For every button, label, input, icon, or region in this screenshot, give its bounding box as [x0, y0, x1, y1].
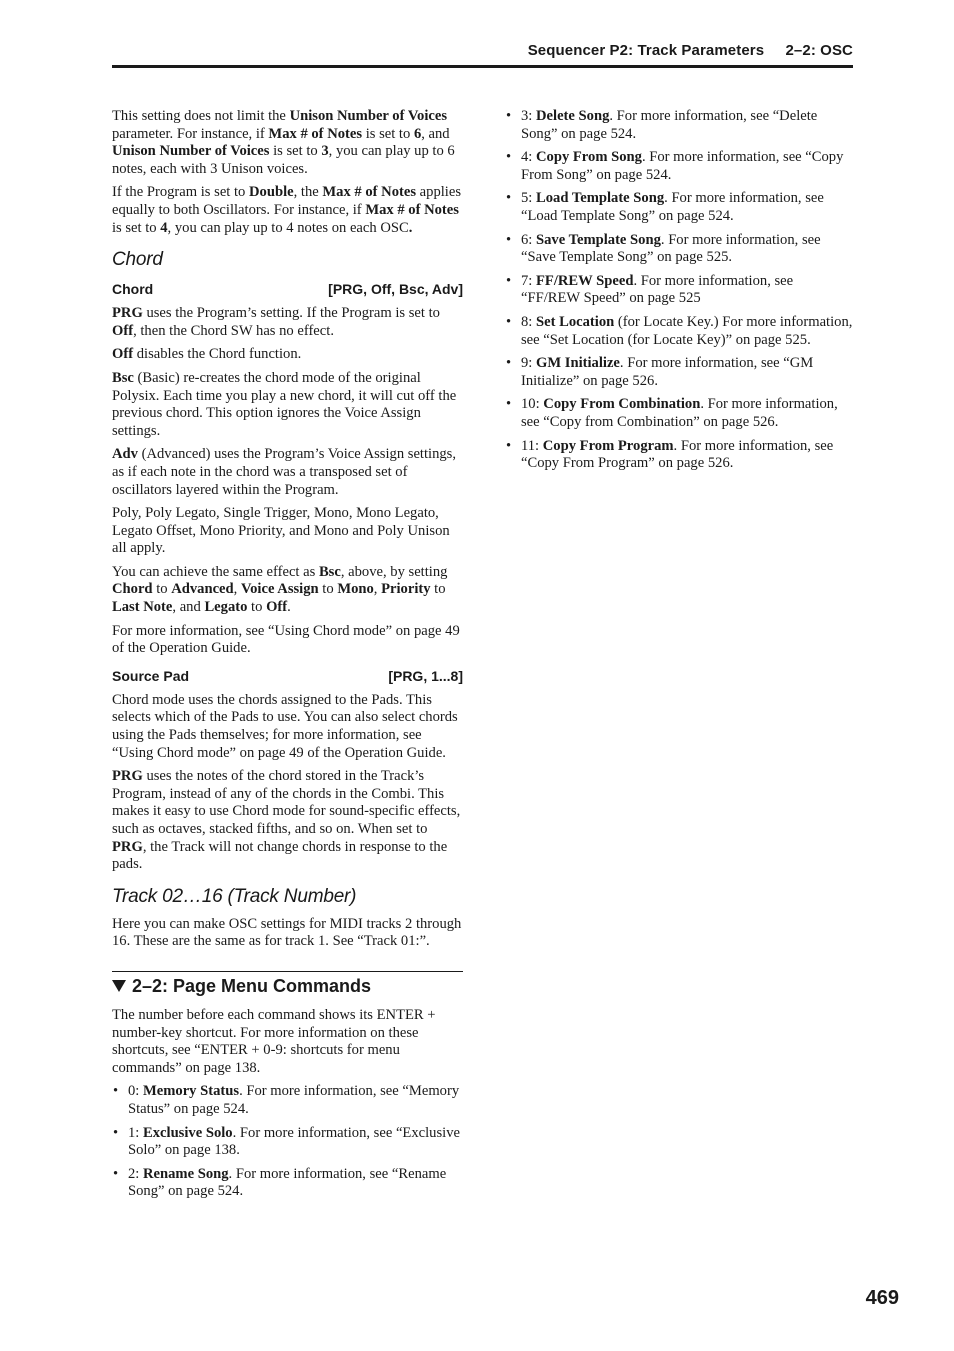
bullet-icon: •	[113, 1165, 119, 1182]
text-run: This setting does not limit the	[112, 108, 290, 124]
text-run: . For more information, see “Save Template Song” on page 525.	[521, 231, 821, 266]
text-run: applies equally to both Oscillators. For instance, if	[112, 184, 462, 218]
page-number: 469	[865, 1287, 899, 1309]
text-run: 3:	[521, 108, 536, 124]
text-run: The number before each command shows its ENTER + number-key shortcut. For more information on these shortcuts, see “ENTER + 0-9: shortcuts for menu commands” on page 138.	[112, 1006, 436, 1076]
text-run: ,	[233, 581, 241, 598]
text-run: , above, by setting	[340, 563, 448, 580]
bold-text: Priority	[381, 581, 431, 598]
chord-description	[112, 305, 463, 658]
text-run: to	[430, 581, 446, 598]
source-pad-param-row	[112, 668, 463, 684]
source-pad-description	[112, 692, 463, 874]
text-run: 0:	[128, 1083, 143, 1100]
list-item	[505, 273, 853, 308]
bullet-icon: •	[506, 272, 512, 289]
bold-text: Load Template Song	[536, 190, 665, 207]
bullet-icon: •	[113, 1083, 119, 1100]
text-run: Poly, Poly Legato, Single Trigger, Mono, Mono Legato, Legato Offset, Mono Priority, and Mono and Poly Unison all apply.	[112, 505, 450, 557]
bullet-icon: •	[506, 149, 512, 166]
text-run: . For more information, see “GM Initialize” on page 526.	[521, 355, 814, 389]
list-item	[505, 396, 853, 431]
chord-param-row	[112, 281, 463, 297]
page-header	[112, 40, 853, 68]
bold-text: 4	[160, 219, 168, 236]
bold-text: Copy From Combination	[543, 396, 701, 413]
bold-text: .	[408, 219, 413, 236]
text-run: is set to	[362, 125, 414, 142]
bullet-icon: •	[113, 1124, 119, 1141]
text-run: to	[247, 599, 267, 616]
bold-text: Last Note	[112, 599, 173, 616]
text-run: is set to	[269, 143, 322, 160]
track-description	[112, 916, 463, 951]
text-run: . For more information, see “Exclusive Solo” on page 138.	[128, 1124, 460, 1159]
bold-text: 3	[321, 143, 329, 160]
paragraph	[112, 916, 463, 951]
text-run: If the Program is set to	[112, 184, 249, 201]
text-run: 10:	[521, 396, 544, 413]
paragraph	[112, 446, 463, 499]
bold-text: Delete Song	[536, 108, 610, 124]
bold-text: Double	[249, 184, 294, 201]
text-run: (Basic) re-creates the chord mode of the original Polysix. Each time you play a new chord, it will cut off the previous chord. This option ignores the Voice Assign settings.	[112, 369, 457, 439]
text-run: , the	[293, 184, 323, 201]
paragraph	[112, 768, 463, 874]
list-item	[112, 1125, 463, 1160]
bold-text: Max # of Notes	[365, 201, 459, 218]
text-run: For more information, see “Using Chord mode” on page 49 of the Operation Guide.	[112, 622, 460, 657]
bold-text: Mono	[337, 581, 374, 598]
text-run: , and	[172, 599, 205, 616]
list-item	[505, 355, 853, 390]
bullet-icon: •	[506, 190, 512, 207]
paragraph	[112, 1007, 463, 1077]
paragraph	[112, 370, 463, 440]
list-item	[505, 108, 853, 143]
menu-command-list-left	[112, 1083, 463, 1201]
text-run: 8:	[521, 313, 536, 330]
bold-text: PRG	[112, 305, 143, 322]
text-run: . For more information, see “Load Template Song” on page 524.	[521, 190, 824, 224]
source-pad-param-name: Source Pad	[112, 667, 190, 684]
bold-text: Voice Assign	[240, 581, 319, 598]
text-run: . For more information, see “Memory Status” on page 524.	[128, 1083, 460, 1117]
paragraph	[112, 505, 463, 558]
bullet-icon: •	[506, 355, 512, 372]
bold-text: Off	[112, 346, 134, 363]
right-column	[505, 108, 853, 479]
bold-text: Legato	[204, 599, 248, 616]
list-item	[505, 438, 853, 473]
text-run: (for Locate Key.) For more information, see “Set Location (for Locate Key)” on page 525.	[521, 313, 853, 348]
bold-text: PRG	[112, 768, 143, 785]
text-run: 11:	[521, 437, 543, 454]
text-run: , the Track will not change chords in response to the pads.	[112, 838, 448, 873]
chord-param-range: [PRG, Off, Bsc, Adv]	[328, 281, 463, 298]
text-run: . For more information, see “Rename Song” on page 524.	[128, 1165, 447, 1200]
bullet-icon: •	[506, 313, 512, 330]
bold-text: Advanced	[171, 581, 234, 598]
bold-text: Off	[266, 599, 288, 616]
triangle-down-icon	[112, 980, 126, 992]
text-run: Here you can make OSC settings for MIDI tracks 2 through 16. These are the same as for track 1. See “Track 01:”.	[112, 915, 462, 950]
left-column	[112, 108, 463, 1207]
text-run: Chord mode uses the chords assigned to the Pads. This selects which of the Pads to use. You can also select chords using the Pads themselves; for more information, see “Using Chord mode” on page 49 of the Operation Guide.	[112, 691, 458, 761]
text-run: to	[152, 581, 172, 598]
list-item	[505, 232, 853, 267]
text-run: ,	[373, 581, 382, 598]
paragraph	[112, 692, 463, 762]
text-run: You can achieve the same effect as	[112, 563, 319, 580]
bold-text: Max # of Notes	[268, 125, 363, 142]
text-run: 4:	[521, 149, 536, 166]
bold-text: FF/REW Speed	[536, 272, 634, 289]
text-run: . For more information, see “Copy From Program” on page 526.	[521, 437, 834, 472]
text-run: to	[318, 581, 338, 598]
bold-text: Exclusive Solo	[143, 1124, 233, 1141]
bullet-icon: •	[506, 231, 512, 248]
bold-text: 6	[413, 125, 422, 142]
bullet-icon: •	[506, 108, 512, 124]
paragraph	[112, 623, 463, 658]
text-run: parameter. For instance, if	[112, 125, 269, 142]
bold-text: Bsc	[112, 369, 134, 386]
bold-text: Max # of Notes	[322, 184, 417, 201]
bold-text: Chord	[112, 581, 153, 598]
text-run: , you can play up to 4 notes on each OSC	[167, 219, 409, 236]
bold-text: GM Initialize	[536, 355, 620, 372]
paragraph	[112, 108, 463, 178]
header-title: Sequencer P2: Track Parameters 2–2: OSC	[527, 42, 853, 59]
list-item	[112, 1166, 463, 1201]
bullet-icon: •	[506, 437, 512, 454]
bold-text: Copy From Song	[536, 149, 642, 166]
bold-text: Set Location	[536, 313, 615, 330]
source-pad-param-range: [PRG, 1...8]	[388, 667, 463, 684]
page-menu-description	[112, 1007, 463, 1077]
text-run: . For more information, see “FF/REW Speed” on page 525	[521, 272, 794, 307]
chord-param-name: Chord	[112, 281, 154, 298]
bold-text: Unison Number of Voices	[112, 143, 270, 160]
track-heading: Track 02…16 (Track Number)	[112, 885, 357, 907]
bold-text: Save Template Song	[536, 231, 661, 248]
text-run: . For more information, see “Copy from Combination” on page 526.	[521, 396, 838, 430]
text-run: is set to	[112, 219, 161, 236]
bold-text: Unison Number of Voices	[289, 108, 448, 124]
text-run: disables the Chord function.	[133, 346, 302, 363]
list-item	[505, 190, 853, 225]
bullet-icon: •	[506, 396, 512, 413]
text-run: 1:	[128, 1124, 143, 1141]
page-menu-heading-text: 2–2: Page Menu Commands	[132, 975, 372, 996]
text-run: .	[287, 599, 291, 616]
text-run: , then the Chord SW has no effect.	[133, 322, 334, 339]
text-run: uses the Program’s setting. If the Program is set to	[142, 305, 440, 322]
page-menu-section	[112, 971, 463, 1201]
text-run: , and	[421, 125, 450, 142]
text-run: 5:	[521, 190, 536, 207]
list-item	[505, 149, 853, 184]
list-item	[112, 1083, 463, 1118]
text-run: . For more information, see “Copy From Song” on page 524.	[521, 149, 844, 183]
paragraph	[112, 184, 463, 237]
text-run: 9:	[521, 355, 536, 372]
bold-text: Memory Status	[143, 1083, 240, 1100]
list-item	[505, 314, 853, 349]
bold-text: Copy From Program	[542, 437, 674, 454]
page-menu-heading	[112, 976, 463, 997]
paragraph	[112, 346, 463, 364]
paragraph	[112, 305, 463, 340]
text-run: uses the notes of the chord stored in the Track’s Program, instead of any of the chords in the Combi. This makes it easy to use Chord mode for sound-specific effects, such as octaves, stacked fifths, and so on. When set to	[112, 768, 461, 837]
bold-text: PRG	[112, 838, 143, 855]
text-run: . For more information, see “Delete Song” on page 524.	[521, 108, 818, 142]
paragraph	[112, 564, 463, 617]
bold-text: Off	[112, 322, 134, 339]
menu-command-list-right	[505, 108, 853, 473]
text-run: 7:	[521, 272, 536, 289]
bold-text: Bsc	[318, 563, 341, 580]
chord-heading: Chord	[112, 249, 163, 271]
text-run: , you can play up to 6 notes, each with 3 Unison voices.	[112, 143, 455, 177]
text-run: (Advanced) uses the Program’s Voice Assign settings, as if each note in the chord was a transposed set of oscillators layered within the Program.	[112, 446, 457, 498]
intro-text	[112, 108, 463, 237]
bold-text: Adv	[112, 446, 138, 463]
text-run: 2:	[128, 1165, 143, 1182]
text-run: 6:	[521, 231, 536, 248]
bold-text: Rename Song	[143, 1165, 229, 1182]
